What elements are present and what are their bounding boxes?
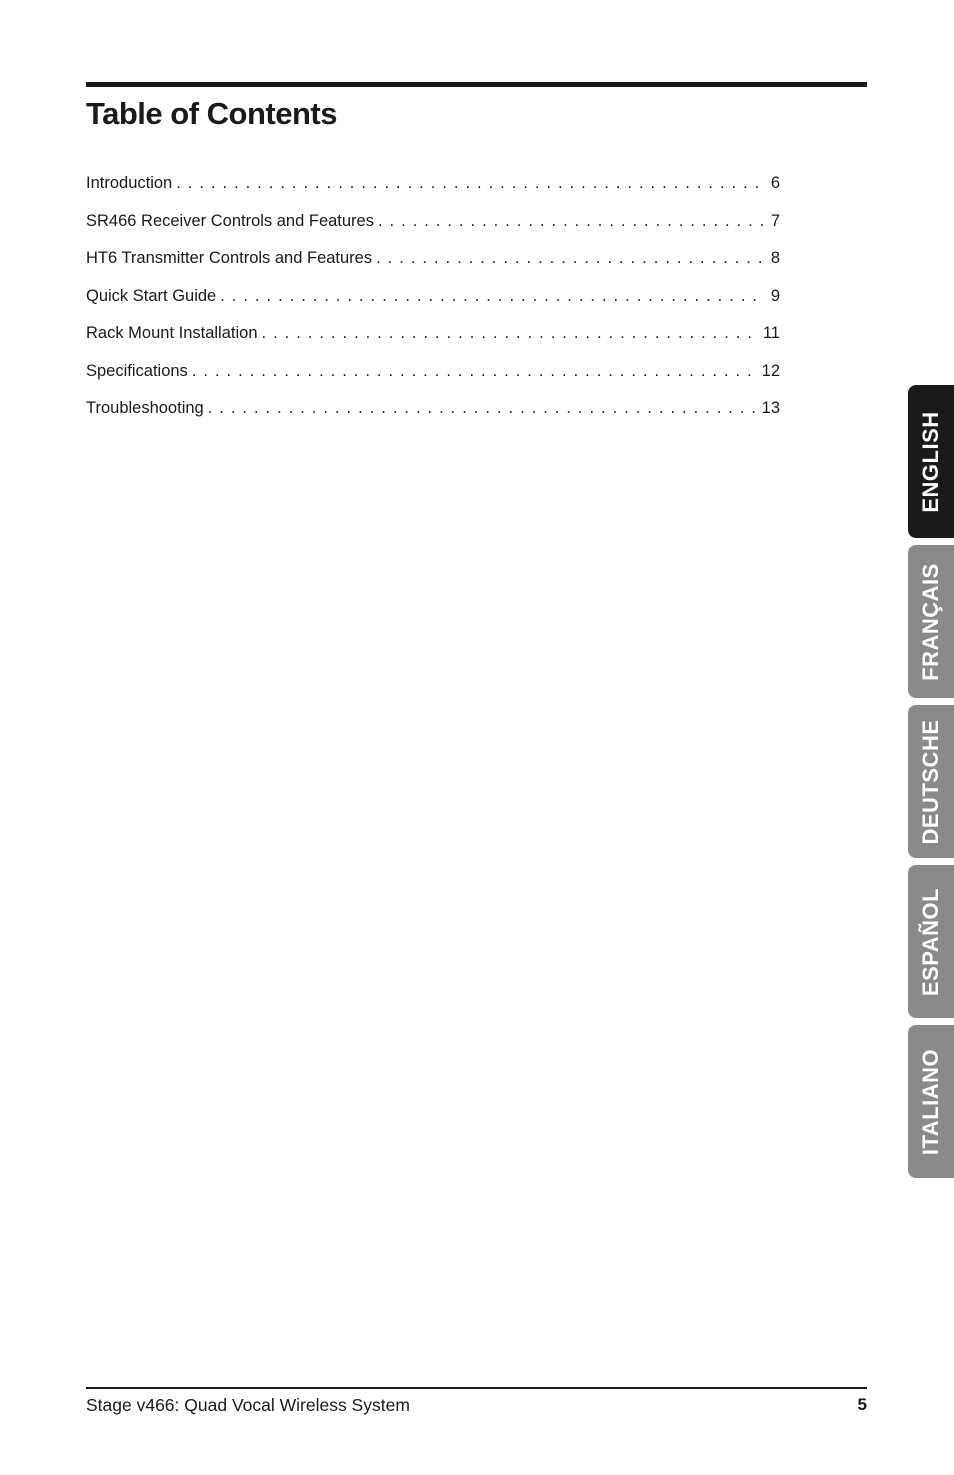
page-title: Table of Contents — [86, 96, 337, 131]
dot-leader — [176, 170, 765, 196]
dot-leader — [220, 283, 765, 309]
header-rule — [86, 82, 867, 87]
dot-leader — [262, 320, 757, 346]
tab-francais[interactable] — [908, 545, 954, 698]
dot-leader — [192, 358, 756, 384]
toc-entry-label: Specifications — [86, 361, 188, 380]
toc-entry-receiver-controls[interactable] — [86, 208, 780, 246]
footer-document-title: Stage v466: Quad Vocal Wireless System — [86, 1395, 410, 1415]
tab-english[interactable] — [908, 385, 954, 538]
toc-entry-page: 12 — [761, 361, 780, 380]
toc-entry-page: 11 — [762, 324, 780, 342]
toc-entry-transmitter-controls[interactable] — [86, 245, 780, 283]
tab-italiano[interactable] — [908, 1025, 954, 1178]
footer-rule — [86, 1387, 867, 1389]
tab-label: FRANÇAIS — [918, 562, 943, 681]
toc-entry-page: 9 — [770, 286, 780, 305]
toc-entry-label: HT6 Transmitter Controls and Features — [86, 249, 373, 267]
tab-deutsche[interactable] — [908, 705, 954, 858]
toc-entry-page: 13 — [761, 399, 780, 417]
toc-entry-rack-mount[interactable] — [86, 320, 780, 358]
toc-entry-troubleshooting[interactable] — [86, 395, 780, 433]
toc-entry-label: Introduction — [86, 174, 173, 192]
toc-entry-label: Quick Start Guide — [86, 286, 217, 305]
toc-entry-label: SR466 Receiver Controls and Features — [86, 211, 374, 230]
toc-entry-label: Rack Mount Installation — [86, 324, 258, 342]
tab-label: DEUTSCHE — [918, 718, 943, 845]
toc-entry-page: 8 — [770, 249, 780, 267]
dot-leader — [378, 208, 765, 234]
language-tabs — [908, 385, 954, 1185]
toc-entry-page: 6 — [770, 174, 780, 192]
dot-leader — [376, 245, 765, 271]
toc-entry-label: Troubleshooting — [86, 399, 204, 417]
tab-label: ENGLISH — [918, 410, 943, 513]
table-of-contents — [86, 170, 780, 433]
toc-entry-introduction[interactable] — [86, 170, 780, 208]
footer-page-number: 5 — [857, 1395, 867, 1414]
toc-entry-quick-start[interactable] — [86, 283, 780, 321]
dot-leader — [208, 395, 756, 421]
tab-label: ESPAÑOL — [918, 887, 943, 996]
toc-entry-specifications[interactable] — [86, 358, 780, 396]
tab-espanol[interactable] — [908, 865, 954, 1018]
toc-entry-page: 7 — [770, 211, 780, 230]
tab-label: ITALIANO — [918, 1048, 943, 1155]
